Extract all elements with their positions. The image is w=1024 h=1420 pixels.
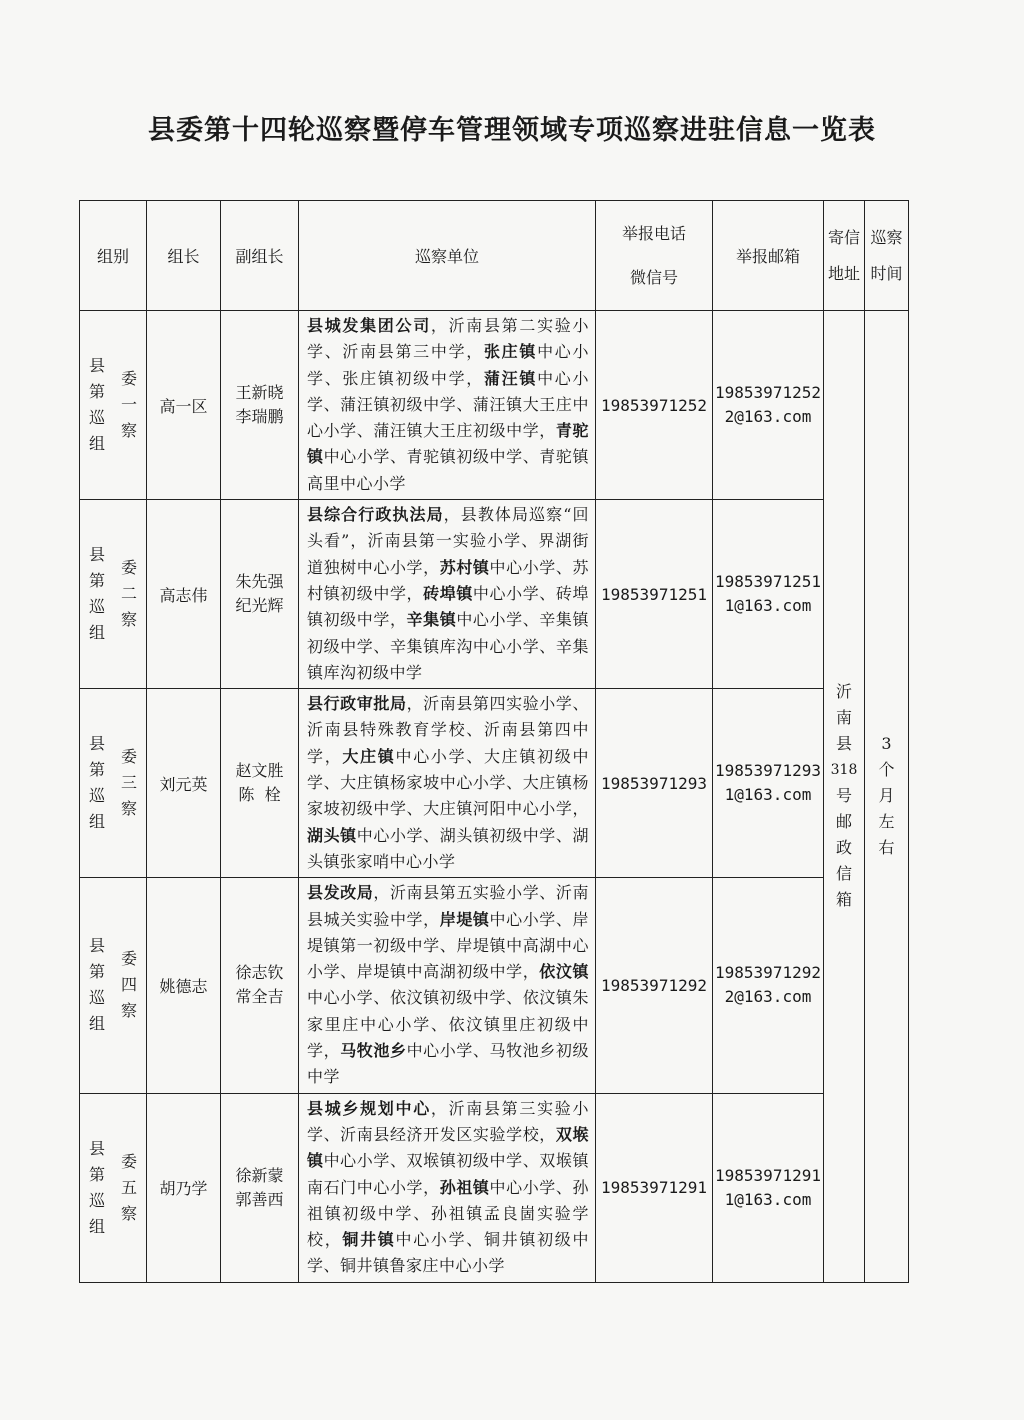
address-char: 号 [835, 786, 852, 806]
header-group: 组别 [80, 201, 147, 311]
page-title: 县委第十四轮巡察暨停车管理领域专项巡察进驻信息一览表 [148, 115, 876, 146]
deputy-cell [221, 1093, 299, 1282]
unit-text: ，沂南县第二实验小学、沂南县第三中学， [307, 316, 589, 362]
header-phone-line2: 微信号 [629, 267, 678, 287]
header-time-line1: 巡察 [870, 227, 903, 247]
unit-highlight: 县城发集团公司 [307, 316, 431, 335]
group-char: 组 [88, 812, 105, 832]
deputy-cell [221, 878, 299, 1093]
time-char: 右 [878, 838, 895, 858]
group-char: 察 [121, 610, 138, 630]
units-cell [299, 1093, 596, 1282]
group-char: 第 [88, 382, 105, 402]
unit-text: 中心小学、蒲汪镇初级中学、蒲汪镇大王庄中心小学、蒲汪镇大王庄初级中学， [307, 368, 589, 441]
unit-text: ，县教体局巡察“回头看”，沂南县第一实验小学、界湖街道独树中心小学， [307, 505, 589, 577]
unit-highlight: 苏村镇 [439, 557, 490, 577]
address-cell [824, 311, 865, 1283]
unit-text: 中心小学、青驼镇初级中学、青驼镇高里中心小学 [307, 447, 589, 493]
unit-text: ，沂南县第四实验小学、沂南县特殊教育学校、沂南县第四中学， [307, 694, 589, 766]
unit-highlight: 岸堤镇 [439, 909, 490, 929]
group-cell [80, 689, 147, 878]
email-cell [713, 500, 824, 689]
deputy-cell [221, 311, 299, 500]
unit-highlight: 湖头镇 [307, 825, 357, 845]
group-char: 委 [121, 1151, 138, 1171]
unit-text: 中心小学、辛集镇初级中学、辛集镇库沟中心小学、辛集镇库沟初级中学 [307, 610, 589, 682]
unit-highlight: 县发改局 [307, 883, 374, 903]
table-row [80, 500, 909, 689]
units-cell [299, 311, 596, 500]
group-char: 巡 [88, 786, 105, 806]
time-char: 月 [878, 786, 895, 806]
header-email: 举报邮箱 [713, 201, 824, 311]
unit-text: 中心小学、张庄镇初级中学， [307, 342, 589, 388]
header-address-line1: 寄信 [827, 227, 860, 247]
phone-cell: 19853971292 [596, 878, 713, 1093]
deputy-name: 徐志钦 [235, 963, 284, 983]
deputy-name: 徐新蒙 [235, 1165, 284, 1185]
unit-highlight: 孙祖镇 [439, 1177, 490, 1197]
group-char: 县 [88, 936, 105, 956]
time-char: 3 [881, 734, 892, 754]
unit-text: 中心小学、砖埠镇初级中学， [307, 583, 589, 630]
unit-highlight: 砖埠镇 [423, 583, 473, 603]
email-line: 19853971252 [715, 383, 821, 403]
email-line: 1@163.com [724, 1189, 812, 1209]
phone-cell: 19853971293 [596, 689, 713, 878]
header-units: 巡察单位 [299, 201, 596, 311]
time-char: 个 [878, 760, 895, 780]
unit-highlight: 张庄镇 [483, 342, 538, 362]
group-char: 巡 [88, 988, 105, 1008]
unit-highlight: 县城乡规划中心 [307, 1098, 431, 1118]
units-cell [299, 500, 596, 689]
unit-text: 中心小学、岸堤镇第一初级中学、岸堤镇中高湖中心小学、岸堤镇中高湖初级中学， [307, 909, 589, 982]
address-char: 政 [835, 838, 852, 858]
header-address [824, 201, 865, 311]
address-char: 邮 [835, 812, 852, 832]
deputy-name: 郭善西 [235, 1189, 284, 1209]
unit-text: 中心小学、湖头镇初级中学、湖头镇张家哨中心小学 [307, 825, 589, 871]
header-time [865, 201, 909, 311]
unit-text: 中心小学、孙祖镇初级中学、孙祖镇孟良崮实验学校， [307, 1177, 589, 1250]
leader-cell: 高一区 [147, 311, 221, 500]
unit-highlight: 辛集镇 [406, 610, 457, 630]
phone-cell: 19853971251 [596, 500, 713, 689]
group-char: 委 [121, 369, 138, 389]
unit-text: 中心小学、双堠镇初级中学、双堠镇南石门中心小学， [307, 1151, 589, 1197]
address-char: 沂 [835, 682, 852, 702]
deputy-name: 赵文胜 [235, 761, 284, 781]
group-char: 县 [88, 1138, 105, 1158]
time-char: 左 [878, 812, 895, 832]
deputy-name: 常全吉 [235, 987, 284, 1007]
group-char: 察 [121, 799, 138, 819]
group-char: 县 [88, 545, 105, 565]
group-char: 巡 [88, 597, 105, 617]
address-char: 信 [835, 864, 852, 884]
header-time-line2: 时间 [870, 263, 903, 283]
unit-highlight: 青驼镇 [307, 421, 589, 467]
group-char: 察 [121, 1203, 138, 1223]
unit-text: 中心小学、大庄镇初级中学、大庄镇杨家坡中心小学、大庄镇杨家坡初级中学、大庄镇河阳中心小学， [307, 746, 589, 819]
unit-highlight: 双堠镇 [307, 1124, 589, 1171]
unit-highlight: 蒲汪镇 [483, 368, 538, 388]
group-char: 一 [121, 395, 138, 415]
deputy-cell [221, 500, 299, 689]
group-char: 第 [88, 760, 105, 780]
header-address-line2: 地址 [827, 263, 860, 283]
unit-highlight: 铜井镇 [342, 1230, 396, 1250]
deputy-name: 朱先强 [235, 572, 284, 592]
group-char: 组 [88, 1216, 105, 1236]
address-char: 318 [830, 762, 858, 779]
group-char: 组 [88, 434, 105, 454]
header-phone [596, 201, 713, 311]
header-phone-line1: 举报电话 [621, 223, 686, 243]
phone-cell: 19853971291 [596, 1093, 713, 1282]
deputy-name: 纪光辉 [235, 596, 284, 616]
email-line: 19853971251 [715, 572, 821, 592]
units-cell [299, 689, 596, 878]
deputy-cell [221, 689, 299, 878]
address-char: 南 [835, 708, 852, 728]
time-cell [865, 311, 909, 1283]
email-line: 19853971292 [715, 963, 821, 983]
unit-highlight: 县综合行政执法局 [307, 505, 444, 525]
group-char: 三 [121, 773, 138, 793]
unit-text: 中心小学、铜井镇初级中学、铜井镇鲁家庄中心小学 [307, 1230, 589, 1276]
units-cell [299, 878, 596, 1093]
unit-highlight: 依汶镇 [539, 962, 589, 982]
group-cell [80, 500, 147, 689]
group-char: 四 [121, 975, 138, 995]
header-leader: 组长 [147, 201, 221, 311]
email-line: 19853971291 [715, 1165, 821, 1185]
unit-highlight: 县行政审批局 [307, 694, 407, 714]
unit-text: ，沂南县第三实验小学、沂南县经济开发区实验学校， [307, 1098, 589, 1144]
group-char: 组 [88, 623, 105, 643]
email-line: 2@163.com [724, 407, 812, 427]
group-char: 委 [121, 747, 138, 767]
group-char: 二 [121, 584, 138, 604]
header-row [80, 201, 909, 311]
unit-text: 中心小学、依汶镇初级中学、依汶镇朱家里庄中心小学、依汶镇里庄初级中学， [307, 988, 589, 1061]
group-char: 县 [88, 734, 105, 754]
phone-cell: 19853971252 [596, 311, 713, 500]
header-deputy: 副组长 [221, 201, 299, 311]
group-char: 第 [88, 962, 105, 982]
group-char: 组 [88, 1014, 105, 1034]
email-line: 2@163.com [724, 987, 812, 1007]
email-line: 1@163.com [724, 785, 812, 805]
email-line: 19853971293 [715, 761, 821, 781]
email-line: 1@163.com [724, 596, 812, 616]
group-char: 委 [121, 949, 138, 969]
deputy-name: 李瑞鹏 [235, 407, 284, 427]
group-char: 巡 [88, 408, 105, 428]
deputy-name: 王新晓 [235, 383, 284, 403]
group-char: 第 [88, 1164, 105, 1184]
group-char: 委 [121, 558, 138, 578]
unit-text: 中心小学、苏村镇初级中学， [307, 557, 589, 603]
table-row [80, 311, 909, 500]
email-cell [713, 689, 824, 878]
email-cell [713, 1093, 824, 1282]
group-cell [80, 311, 147, 500]
table-row [80, 1093, 909, 1282]
unit-highlight: 马牧池乡 [340, 1041, 407, 1061]
unit-text: 中心小学、马牧池乡初级中学 [307, 1041, 589, 1087]
address-char: 箱 [835, 890, 852, 910]
group-char: 县 [88, 356, 105, 376]
leader-cell: 高志伟 [147, 500, 221, 689]
group-char: 第 [88, 571, 105, 591]
email-cell [713, 311, 824, 500]
leader-cell: 胡乃学 [147, 1093, 221, 1282]
group-char: 五 [121, 1177, 138, 1197]
group-cell [80, 1093, 147, 1282]
unit-highlight: 大庄镇 [342, 746, 396, 766]
table-row [80, 689, 909, 878]
address-char: 县 [835, 734, 852, 754]
inspection-table [79, 200, 909, 1283]
email-cell [713, 878, 824, 1093]
table-row [80, 878, 909, 1093]
deputy-name: 陈 栓 [238, 785, 281, 805]
group-char: 察 [121, 421, 138, 441]
unit-text: ，沂南县第五实验小学、沂南县城关实验中学， [307, 883, 589, 929]
group-char: 察 [121, 1001, 138, 1021]
group-char: 巡 [88, 1190, 105, 1210]
leader-cell: 刘元英 [147, 689, 221, 878]
group-cell [80, 878, 147, 1093]
leader-cell: 姚德志 [147, 878, 221, 1093]
